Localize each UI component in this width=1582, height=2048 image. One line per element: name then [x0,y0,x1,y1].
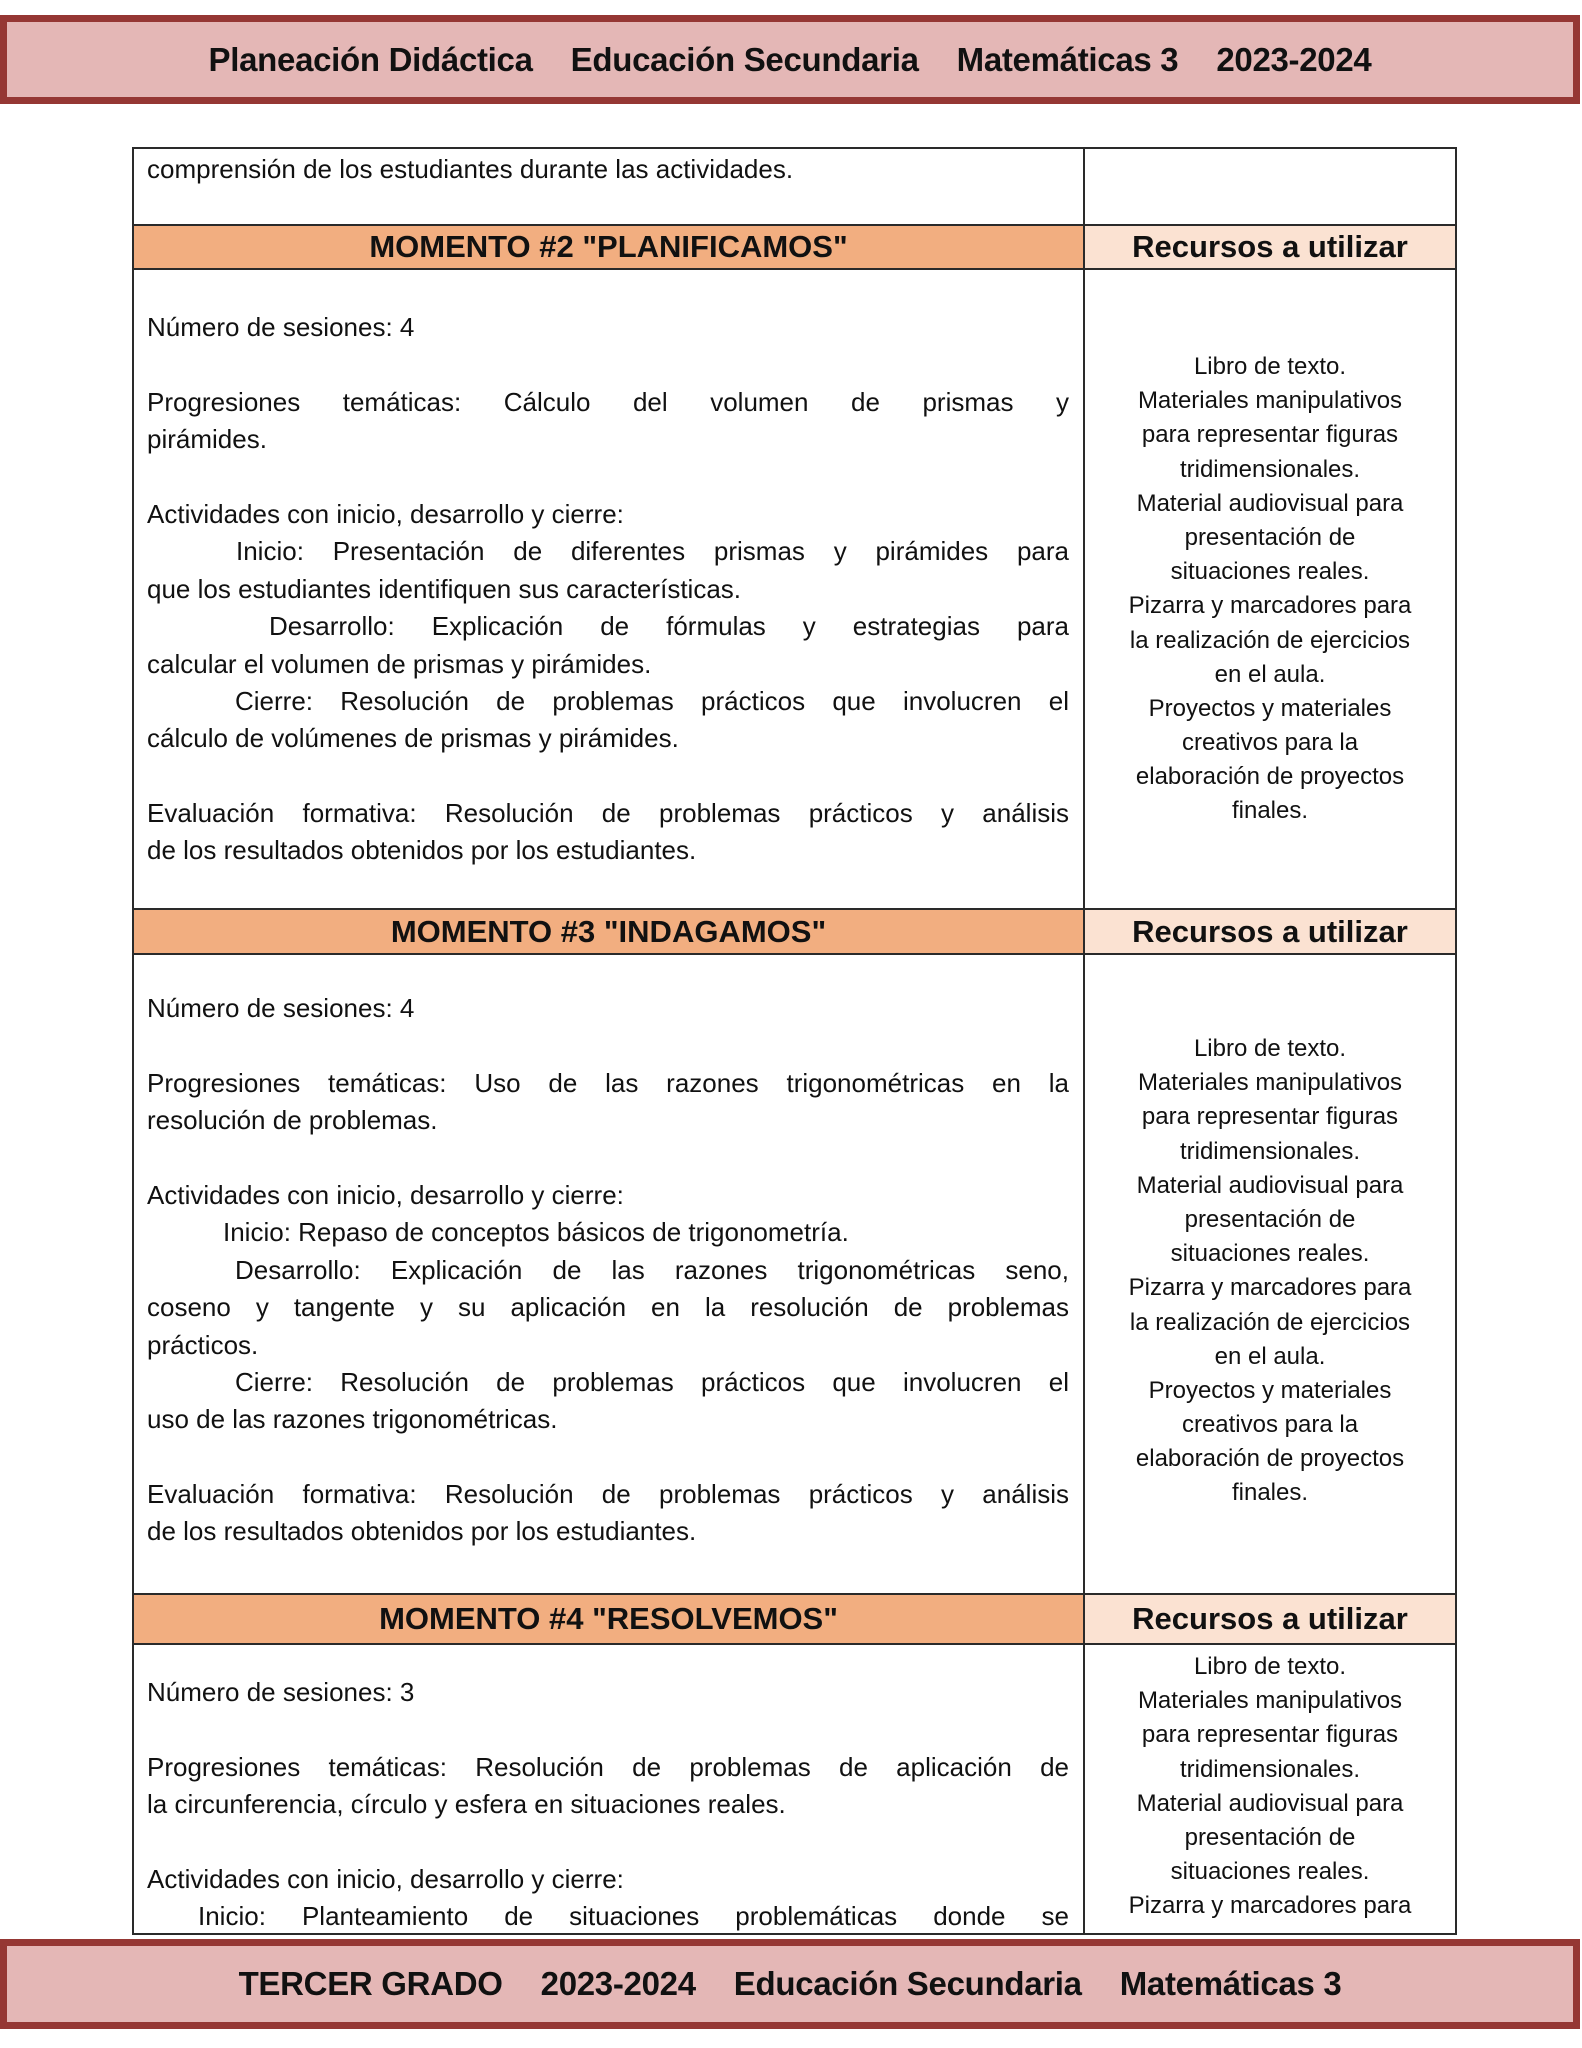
moment-3-resources [1085,1032,1455,1511]
moment-2-content [147,309,1069,870]
sessions-text: Número de sesiones: 4 [147,312,415,342]
resource-line: presentación de [1184,523,1356,551]
moment-3-resources-header: Recursos a utilizar [1085,910,1455,953]
progressions-line: Progresiones temáticas: Uso de las razones trigonométricas en la [147,1067,1069,1098]
moment-2-resources-header: Recursos a utilizar [1085,226,1455,268]
resource-line: Pizarra y marcadores para [1128,1892,1412,1920]
footer-year: 2023-2024 [540,1965,696,2002]
cierre-line: Cierre: Resolución de problemas prácticos que involucren el [235,1366,1069,1397]
resource-line: Material audiovisual para [1136,489,1404,517]
desarrollo-line: calcular el volumen de prismas y pirámides. [147,648,652,679]
inicio-line: que los estudiantes identifiquen sus características. [147,573,742,604]
resource-line: tridimensionales. [1179,455,1361,483]
desarrollo-line: prácticos. [147,1329,259,1360]
moment-4-content [147,1674,1069,1936]
moment-3-header: MOMENTO #3 "INDAGAMOS" [134,910,1083,953]
header-year: 2023-2024 [1216,40,1372,78]
footer-subject: Matemáticas 3 [1119,1965,1342,2002]
resource-line: Libro de texto. [1193,353,1347,380]
cierre-line: Cierre: Resolución de problemas prácticos que involucren el [235,685,1069,716]
progressions-line: resolución de problemas. [147,1105,438,1136]
resource-line: la realización de ejercicios [1129,1308,1411,1336]
row-border [134,953,1455,955]
activities-label: Actividades con inicio, desarrollo y cierre: [147,1863,624,1894]
desarrollo-line: Desarrollo: Explicación de fórmulas y estrategias para [269,611,1069,642]
carryover-text: comprensión de los estudiantes durante las actividades. [147,154,794,184]
sessions-text: Número de sesiones: 4 [147,993,415,1023]
carryover-cell [147,151,1069,188]
resource-line: tridimensionales. [1179,1755,1361,1783]
inicio-line: Inicio: Planteamiento de situaciones problemáticas donde se [198,1901,1069,1932]
moment-2-resources [1085,350,1455,829]
cierre-line: cálculo de volúmenes de prismas y pirámides. [147,723,679,754]
resource-line: Proyectos y materiales [1148,694,1392,722]
resource-line: finales. [1231,1479,1309,1507]
resource-line: elaboración de proyectos [1135,1445,1405,1473]
moment-4-resources [1085,1650,1455,1924]
desarrollo-line: Desarrollo: Explicación de las razones trigonométricas seno, [235,1254,1069,1285]
resource-line: creativos para la [1181,729,1359,757]
planning-table [132,147,1457,1935]
moment-3-content [147,990,1069,1551]
row-border [134,1643,1455,1645]
footer-level: Educación Secundaria [733,1965,1082,2002]
moment-4-header: MOMENTO #4 "RESOLVEMOS" [134,1595,1083,1643]
resource-line: finales. [1231,797,1309,825]
footer-grade: TERCER GRADO [238,1965,503,2002]
progressions-line: la circunferencia, círculo y esfera en situaciones reales. [147,1789,786,1820]
resource-line: Materiales manipulativos [1137,1687,1403,1715]
row-border [134,268,1455,270]
resource-line: situaciones reales. [1170,558,1370,586]
inicio-line: Inicio: Presentación de diferentes prismas y pirámides para [236,536,1069,567]
resource-line: en el aula. [1214,660,1326,688]
resource-line: presentación de [1184,1205,1356,1233]
progressions-line: Progresiones temáticas: Cálculo del volumen de prismas y [147,386,1069,417]
evaluation-line: Evaluación formativa: Resolución de problemas prácticos y análisis [147,798,1069,829]
progressions-line: Progresiones temáticas: Resolución de problemas de aplicación de [147,1751,1069,1782]
evaluation-line: Evaluación formativa: Resolución de problemas prácticos y análisis [147,1479,1069,1510]
resource-line: para representar figuras [1141,421,1399,449]
resource-line: Materiales manipulativos [1137,387,1403,415]
resource-line: Libro de texto. [1193,1653,1347,1680]
header-title: Planeación Didáctica [208,40,533,78]
resource-line: para representar figuras [1141,1721,1399,1749]
header-subject: Matemáticas 3 [956,40,1179,78]
evaluation-line: de los resultados obtenidos por los estudiantes. [147,835,697,866]
moment-2-header: MOMENTO #2 "PLANIFICAMOS" [134,226,1083,268]
sessions-text: Número de sesiones: 3 [147,1677,415,1707]
resource-line: Pizarra y marcadores para [1128,592,1412,620]
resource-line: elaboración de proyectos [1135,763,1405,791]
inicio-line: Inicio: Repaso de conceptos básicos de trigonometría. [223,1217,849,1248]
resource-line: tridimensionales. [1179,1137,1361,1165]
page-footer [0,1939,1580,2029]
page-header [0,15,1580,104]
resource-line: en el aula. [1214,1342,1326,1370]
resource-line: presentación de [1184,1823,1356,1851]
resource-line: Proyectos y materiales [1148,1376,1392,1404]
resource-line: Libro de texto. [1193,1035,1347,1062]
resource-line: situaciones reales. [1170,1858,1370,1886]
header-level: Educación Secundaria [570,40,919,78]
resource-line: para representar figuras [1141,1103,1399,1131]
resource-line: la realización de ejercicios [1129,626,1411,654]
desarrollo-line: coseno y tangente y su aplicación en la resolución de problemas [147,1292,1069,1323]
resource-line: Material audiovisual para [1136,1789,1404,1817]
cierre-line: uso de las razones trigonométricas. [147,1404,558,1435]
resource-line: creativos para la [1181,1411,1359,1439]
activities-label: Actividades con inicio, desarrollo y cierre: [147,1179,624,1210]
progressions-line: pirámides. [147,424,267,455]
resource-line: Materiales manipulativos [1137,1069,1403,1097]
evaluation-line: de los resultados obtenidos por los estudiantes. [147,1516,697,1547]
resource-line: situaciones reales. [1170,1240,1370,1268]
resource-line: Pizarra y marcadores para [1128,1274,1412,1302]
activities-label: Actividades con inicio, desarrollo y cierre: [147,498,624,529]
moment-4-resources-header: Recursos a utilizar [1085,1595,1455,1643]
resource-line: Material audiovisual para [1136,1171,1404,1199]
